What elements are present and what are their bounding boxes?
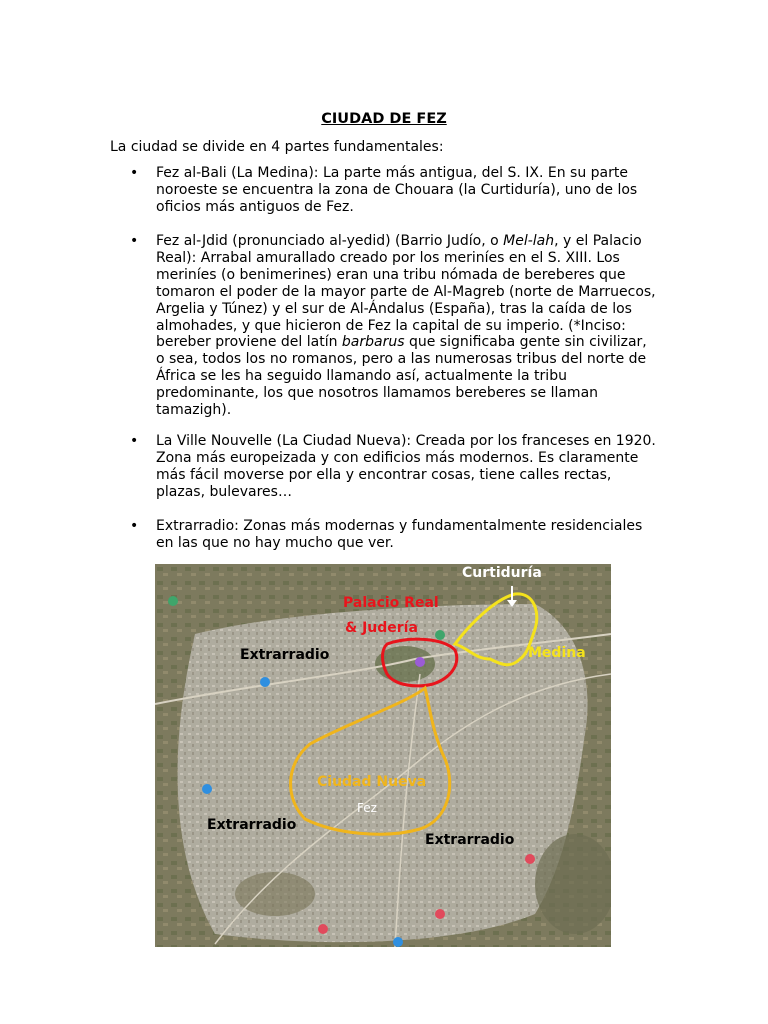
label-ciudad-nueva: Ciudad Nueva xyxy=(317,774,427,790)
label-extrarradio-se: Extrarradio xyxy=(425,832,515,848)
label-fez: Fez xyxy=(357,801,377,815)
map-pin-icon xyxy=(435,909,445,919)
map-svg xyxy=(155,564,611,947)
map-pin-icon xyxy=(393,937,403,947)
map-pin-icon xyxy=(202,784,212,794)
map-pin-icon xyxy=(168,596,178,606)
label-palacio-line1: Palacio Real xyxy=(343,595,439,611)
list-item xyxy=(130,233,656,419)
bullet-icon: • xyxy=(130,433,139,449)
item-text-extrarradio: Extrarradio: Zonas más modernas y fundamentalmente residenciales en las que no hay mucho que ver. xyxy=(156,518,643,551)
satellite-map xyxy=(155,564,611,947)
list-item xyxy=(130,433,656,501)
document-title: CIUDAD DE FEZ xyxy=(321,111,447,127)
map-pin-icon xyxy=(435,630,445,640)
label-palacio-line2: & Judería xyxy=(345,620,418,636)
item-text-fez-al-jdid: Fez al-Jdid (pronunciado al-yedid) (Barrio Judío, o Mel-lah, y el Palacio Real): Arrabal amurallado creado por los meriníes en el S. XIII. Los meriníes (o benimerines) eran una tribu nómada de bereberes que tomaron el poder de la mayor parte de Al-Magreb (norte de Marruecos, Argelia y Túnez) y el sur de Al-Ándalus (España), tras la caída de los almohades, y que hicieron de Fez la capital de su imperio. (*Inciso: bereber proviene del latín barbarus que significaba gente sin civilizar, o sea, todos los no romanos, pero a las numerosas tribus del norte de África se les ha seguido llamando así, actualmente la tribu predominante, los que nosotros llamamos bereberes se llaman tamazigh). xyxy=(156,233,656,419)
label-curtiduria: Curtiduría xyxy=(462,565,542,581)
intro-paragraph: La ciudad se divide en 4 partes fundamentales: xyxy=(110,139,444,155)
list-item xyxy=(130,518,656,552)
map-pin-icon xyxy=(525,854,535,864)
map-pin-icon xyxy=(318,924,328,934)
map-pin-icon xyxy=(415,657,425,667)
map-pin-icon xyxy=(260,677,270,687)
item-text-ville-nouvelle: La Ville Nouvelle (La Ciudad Nueva): Creada por los franceses en 1920. Zona más europeizada y con edificios más modernos. Es claramente más fácil moverse por ella y encontrar cosas, tiene calles rectas, plazas, bulevares… xyxy=(156,433,656,500)
bullet-icon: • xyxy=(130,518,139,534)
label-extrarradio-sw: Extrarradio xyxy=(207,817,297,833)
bullet-icon: • xyxy=(130,165,139,181)
label-extrarradio-nw: Extrarradio xyxy=(240,647,330,663)
list-item xyxy=(130,165,656,216)
item-text-fez-al-bali: Fez al-Bali (La Medina): La parte más antigua, del S. IX. En su parte noroeste se encuentra la zona de Chouara (la Curtiduría), uno de los oficios más antiguos de Fez. xyxy=(156,165,638,215)
bullet-icon: • xyxy=(130,233,139,249)
label-medina: Medina xyxy=(528,645,586,661)
